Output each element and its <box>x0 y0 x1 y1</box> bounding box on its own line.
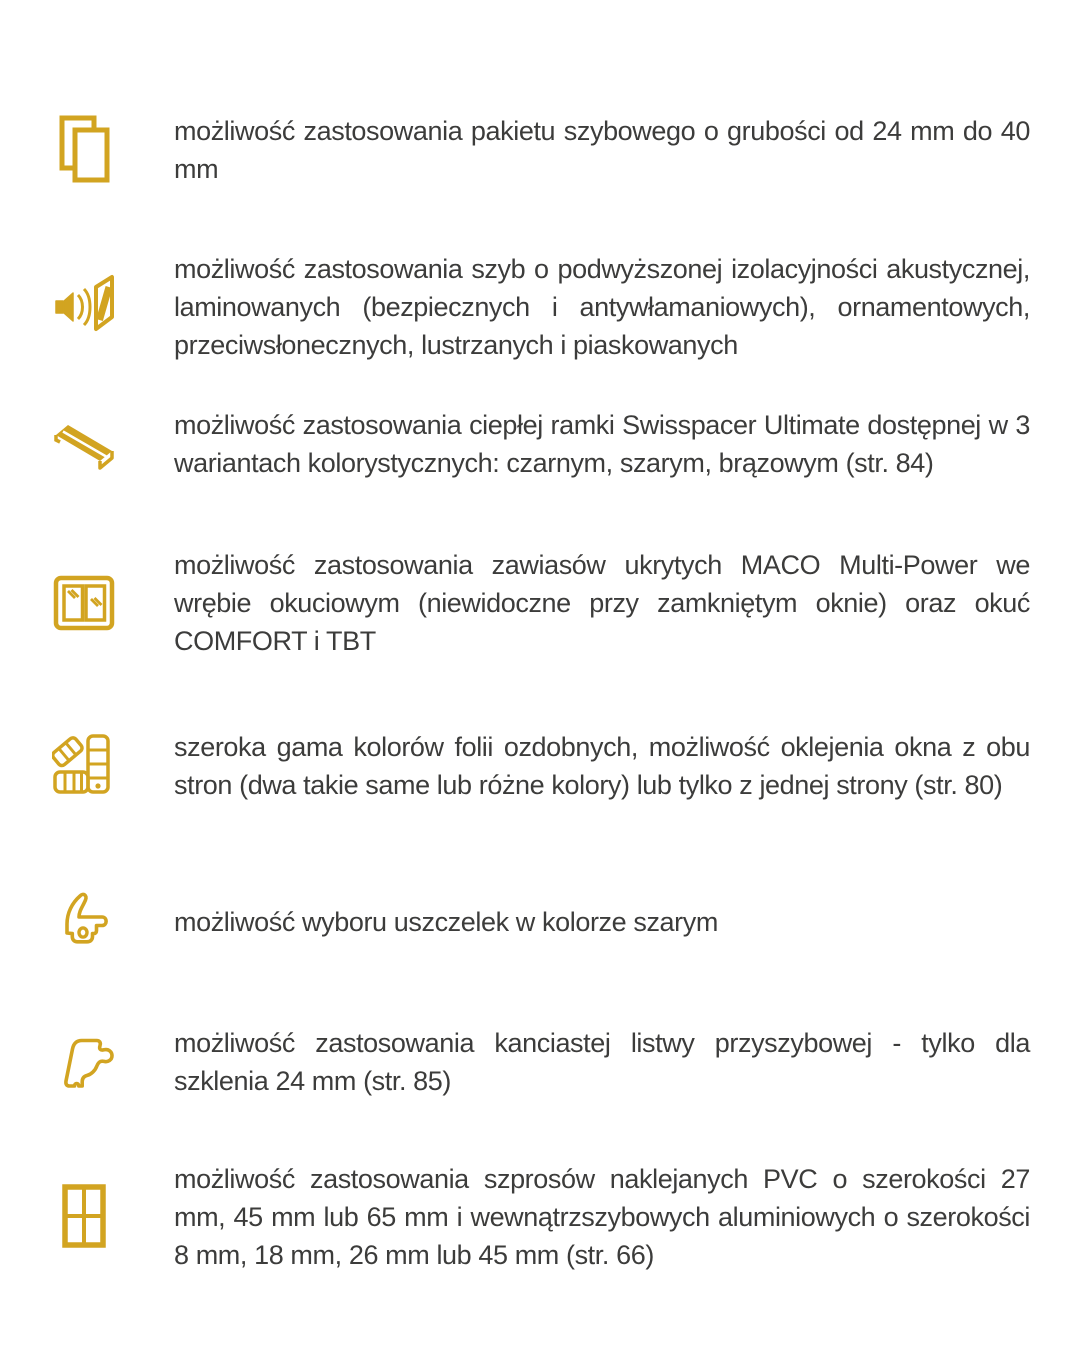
feature-text: możliwość zastosowania pakietu szybowego o grubości od 24 mm do 40 mm <box>174 116 1030 184</box>
feature-row <box>52 886 1030 958</box>
feature-row <box>52 546 1030 660</box>
feature-text: możliwość zastosowania kanciastej listwy przyszybowej - tylko dla szklenia 24 mm (str. 85) <box>174 1028 1030 1096</box>
feature-row <box>52 1160 1030 1274</box>
feature-text: możliwość zastosowania szprosów naklejanych PVC o szerokości 27 mm, 45 mm lub 65 mm i wewnątrzszybowych aluminiowych o szerokości 8 mm, 18 mm, 26 mm lub 45 mm (str. 66) <box>174 1164 1030 1270</box>
feature-text: szeroka gama kolorów folii ozdobnych, możliwość oklejenia okna z obu stron (dwa takie same lub różne kolory) lub tylko z jednej strony (str. 80) <box>174 732 1030 800</box>
feature-text: możliwość zastosowania zawiasów ukrytych MACO Multi-Power we wrębie okuciowym (niewidoczne przy zamkniętym oknie) oraz okuć COMFORT i TBT <box>174 550 1030 656</box>
feature-row <box>52 112 1030 188</box>
feature-row <box>52 406 1030 482</box>
acoustic-glass-icon <box>52 271 116 343</box>
feature-text: możliwość zastosowania szyb o podwyższonej izolacyjności akustycznej, laminowanych (bezpiecznych i antywłamaniowych), ornamentowych, przeciwsłonecznych, lustrzanych i piaskowanych <box>174 254 1030 360</box>
feature-row <box>52 1024 1030 1100</box>
warm-spacer-icon <box>52 408 116 480</box>
color-swatches-icon <box>52 730 116 802</box>
hidden-hinge-window-icon <box>52 567 116 639</box>
feature-text: możliwość zastosowania ciepłej ramki Swisspacer Ultimate dostępnej w 3 wariantach kolorystycznych: czarnym, szarym, brązowym (str. 84) <box>174 410 1030 478</box>
muntin-window-icon <box>52 1181 116 1253</box>
glass-pack-icon <box>52 114 116 186</box>
feature-text: możliwość wyboru uszczelek w kolorze szarym <box>174 907 718 937</box>
gasket-profile-icon <box>52 886 116 958</box>
glazing-bead-icon <box>52 1026 116 1098</box>
feature-row <box>52 728 1030 804</box>
feature-row <box>52 250 1030 364</box>
